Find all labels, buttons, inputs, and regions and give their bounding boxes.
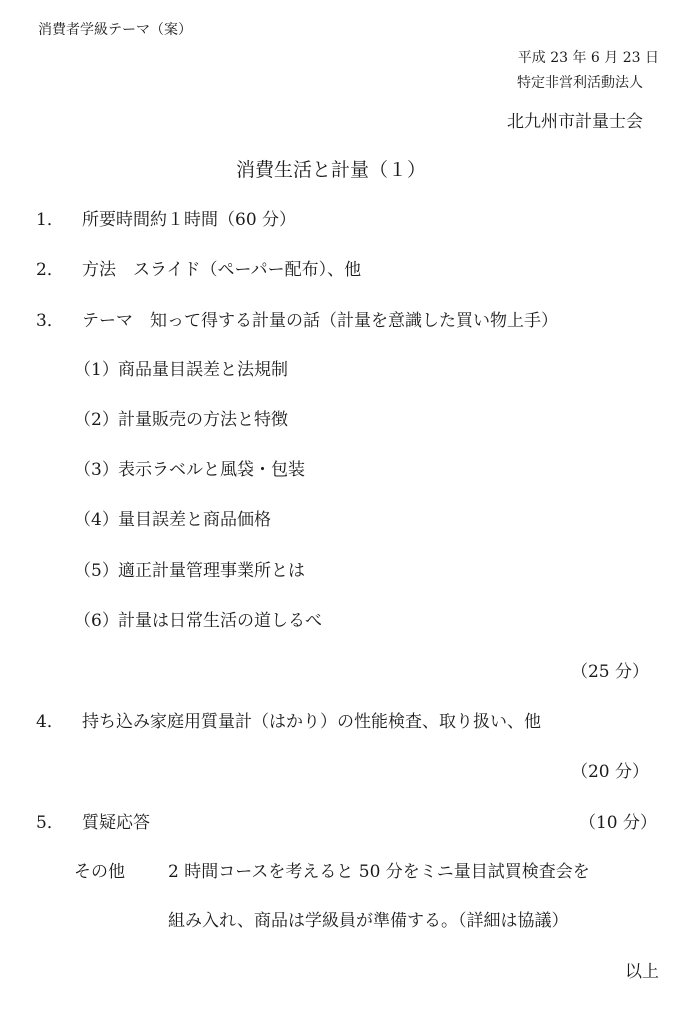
other-text-line-2: 組み入れ、商品は学級員が準備する。（詳細は協議） bbox=[168, 911, 569, 931]
list-item bbox=[36, 815, 150, 832]
sub-list-item bbox=[74, 462, 305, 479]
sub-item-text: 量目誤差と商品価格 bbox=[118, 510, 271, 530]
item-text: 方法 スライド（ペーパー配布）、他 bbox=[82, 260, 362, 280]
sub-item-number: （1） bbox=[74, 360, 119, 380]
closing-mark: 以上 bbox=[625, 962, 659, 982]
item-number: 3． bbox=[36, 311, 64, 331]
item-text: 質疑応答 bbox=[82, 813, 150, 833]
organization-name: 北九州市計量士会 bbox=[507, 112, 643, 132]
sub-item-text: 商品量目誤差と法規制 bbox=[118, 360, 288, 380]
item-text: 持ち込み家庭用質量計（はかり）の性能検査、取り扱い、他 bbox=[82, 712, 541, 732]
sub-item-number: （6） bbox=[74, 611, 119, 631]
sub-item-number: （5） bbox=[74, 561, 119, 581]
item-number: 5． bbox=[36, 813, 64, 833]
time-allocation-5: （10 分） bbox=[578, 813, 657, 833]
sub-item-text: 表示ラベルと風袋・包装 bbox=[118, 460, 305, 480]
list-item bbox=[36, 262, 361, 279]
sub-item-number: （2） bbox=[74, 410, 119, 430]
sub-item-text: 計量販売の方法と特徴 bbox=[118, 410, 288, 430]
item-number: 1． bbox=[36, 210, 64, 230]
item-number: 2． bbox=[36, 260, 64, 280]
list-item bbox=[36, 212, 296, 229]
other-text-line-1: 2 時間コースを考えると 50 分をミニ量目試買検査会を bbox=[168, 862, 590, 882]
item-number: 4． bbox=[36, 712, 64, 732]
time-allocation-3: （25 分） bbox=[570, 662, 649, 682]
sub-item-number: （3） bbox=[74, 460, 119, 480]
item-text: 所要時間約１時間（60 分） bbox=[82, 210, 297, 230]
other-label: その他 bbox=[74, 862, 125, 882]
time-allocation-4: （20 分） bbox=[570, 762, 649, 782]
item-text: テーマ 知って得する計量の話（計量を意識した買い物上手） bbox=[82, 311, 558, 331]
sub-item-text: 計量は日常生活の道しるべ bbox=[118, 611, 322, 631]
sub-list-item bbox=[74, 563, 305, 580]
document-date: 平成 23 年 6 月 23 日 bbox=[517, 50, 659, 66]
sub-list-item bbox=[74, 613, 322, 630]
sub-list-item bbox=[74, 512, 271, 529]
document-title: 消費生活と計量（１） bbox=[236, 159, 427, 181]
sub-item-number: （4） bbox=[74, 510, 119, 530]
list-item bbox=[36, 714, 541, 731]
sub-list-item bbox=[74, 412, 288, 429]
organization-type: 特定非営利活動法人 bbox=[517, 75, 643, 91]
list-item bbox=[36, 313, 558, 330]
document-label: 消費者学級テーマ（案） bbox=[38, 22, 192, 38]
sub-item-text: 適正計量管理事業所とは bbox=[118, 561, 305, 581]
sub-list-item bbox=[74, 362, 288, 379]
